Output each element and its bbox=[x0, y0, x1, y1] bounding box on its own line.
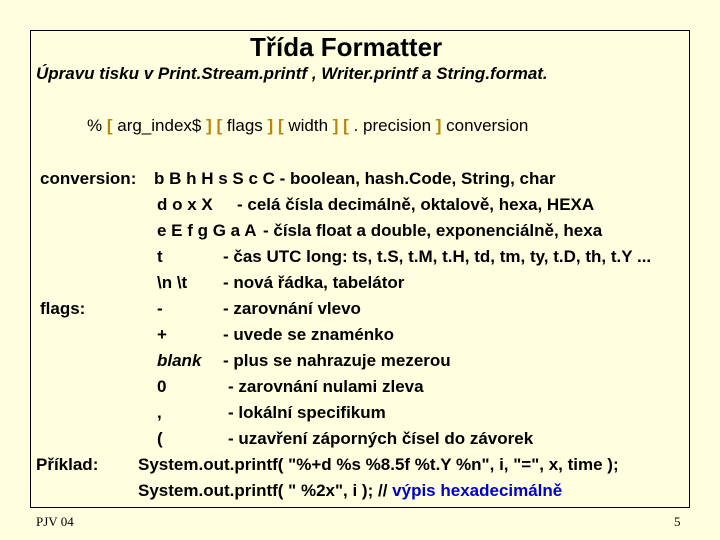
conversion-desc: - nová řádka, tabelátor bbox=[223, 273, 405, 292]
flag-code: + bbox=[157, 325, 167, 344]
flag-desc: - zarovnání vlevo bbox=[223, 299, 361, 318]
flag-desc: - plus se nahrazuje mezerou bbox=[223, 351, 451, 370]
example-line: System.out.printf( "%+d %s %8.5f %t.Y %n", i, "=", x, time ); bbox=[138, 455, 619, 474]
flag-desc: - lokální specifikum bbox=[228, 403, 386, 422]
bracket-close: ] bbox=[435, 116, 442, 135]
conversion-desc: - celá čísla decimálně, oktalově, hexa, HEXA bbox=[237, 195, 595, 214]
example-line bbox=[138, 481, 562, 501]
conversion-desc: - čísla float a double, exponenciálně, hexa bbox=[263, 221, 603, 240]
bracket-close: ] bbox=[332, 116, 339, 135]
flag-desc: - zarovnání nulami zleva bbox=[228, 377, 424, 396]
conversion-code: e E f g G a A bbox=[157, 221, 257, 240]
conversion-code: b B h H s S c C bbox=[154, 169, 275, 188]
conversion-row bbox=[154, 169, 555, 189]
format-syntax bbox=[87, 116, 528, 136]
conversion-desc: - boolean, hash.Code, String, char bbox=[274, 169, 556, 188]
format-conversion: conversion bbox=[441, 116, 529, 135]
footer-course-label: PJV 04 bbox=[36, 514, 74, 529]
flag-code: , bbox=[157, 403, 162, 422]
example-comment: výpis hexadecimálně bbox=[392, 481, 563, 500]
flags-label: flags: bbox=[40, 299, 86, 318]
flag-code: 0 bbox=[157, 377, 167, 396]
format-width: width bbox=[283, 116, 333, 135]
bracket-open: [ bbox=[277, 116, 284, 135]
flag-code: ( bbox=[157, 429, 163, 448]
bracket-close: ] bbox=[206, 116, 212, 135]
conversion-desc: - čas UTC long: ts, t.S, t.M, t.H, td, tm, ty, t.D, th, t.Y ... bbox=[223, 247, 652, 266]
bracket-open: [ bbox=[343, 116, 349, 135]
format-precision: . precision bbox=[348, 116, 436, 135]
example-label: Příklad: bbox=[36, 455, 99, 474]
conversion-code: t bbox=[157, 247, 163, 266]
example-code: System.out.printf( " %2x", i ); // bbox=[138, 481, 388, 500]
bracket-close: ] bbox=[267, 116, 274, 135]
slide-subtitle: Úpravu tisku v Print.Stream.printf , Writer.printf a String.format. bbox=[36, 64, 548, 83]
page-number: 5 bbox=[674, 514, 681, 529]
format-flags: flags bbox=[222, 116, 268, 135]
conversion-code: \n \t bbox=[157, 273, 188, 292]
format-arg-index: arg_index$ bbox=[112, 116, 207, 135]
bracket-open: [ bbox=[216, 116, 223, 135]
flag-desc: - uvede se znaménko bbox=[223, 325, 395, 344]
flag-desc: - uzavření záporných čísel do závorek bbox=[228, 429, 534, 448]
conversion-code: d o x X bbox=[157, 195, 213, 214]
conversion-label: conversion: bbox=[40, 169, 137, 188]
format-percent: % bbox=[87, 116, 107, 135]
flag-code: - bbox=[157, 299, 163, 318]
flag-code: blank bbox=[157, 351, 202, 370]
slide-title: Třída Formatter bbox=[250, 32, 443, 62]
bracket-open: [ bbox=[106, 116, 113, 135]
